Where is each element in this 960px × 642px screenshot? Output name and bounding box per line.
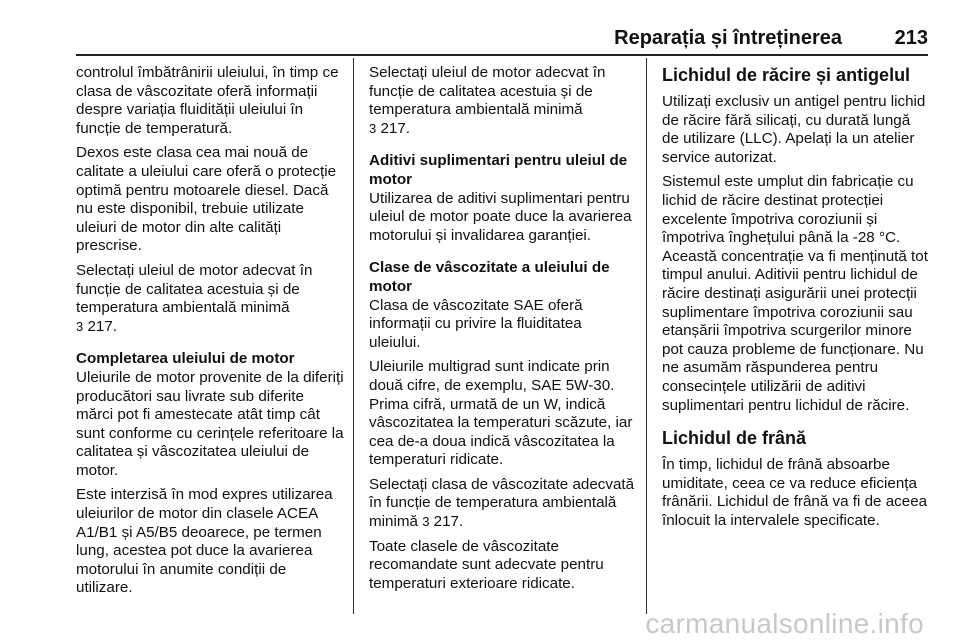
paragraph: Toate clasele de vâscozitate recomandate sunt adecvate pentru temperaturi exterioare ridicate. [369,537,604,592]
section-heading: Completarea uleiului de motor [76,350,295,368]
paragraph [369,476,637,532]
paragraph [369,64,637,138]
page-header [0,0,960,58]
page-reference[interactable]: 217. [380,119,411,137]
paragraph-text: Selectați uleiul de motor adecvat în funcție de calitatea acestuia și de temperatura ambientală minimă [76,261,313,317]
watermark: carmanualsonline.info [645,608,924,639]
header-divider [76,54,928,56]
page-reference-icon: 3 [76,318,84,334]
paragraph: Utilizarea de aditivi suplimentari pentru uleiul de motor poate duce la avarierea motorului și invalidarea garanției. [369,189,632,244]
column-divider-1 [353,58,354,614]
page-title: Reparația și întreținerea [614,27,842,49]
text-column-2 [369,64,637,599]
page-number: 213 [894,27,928,49]
text-column-3 [662,64,928,536]
section-heading: Aditivi suplimentari pentru uleiul de motor [369,152,628,188]
paragraph: Dexos este clasa cea mai nouă de calitate a uleiului care oferă o protecție optimă pentru motoarele diesel. Dacă nu este disponibil, trebuie utilizate uleiuri de motor din alte calități prescrise. [76,144,337,255]
paragraph: Clasa de vâscozitate SAE oferă informații cu privire la fluiditatea uleiului. [369,296,583,351]
paragraph: controlul îmbătrânirii uleiului, în timp ce clasa de vâscozitate oferă informații despre variația fluidității uleiului în funcție de temperatură. [76,64,339,137]
column-divider-2 [646,58,647,614]
paragraph-text: Selectați clasa de vâscozitate adecvată în funcție de temperatura ambientală minimă [369,475,635,531]
paragraph: Sistemul este umplut din fabricație cu lichid de răcire destinat protecției excelente împotriva coroziunii și împotriva înghețului până la -28 °C. Această concentrație va fi menținută tot timpul anului. Aditivii pentru lichidul de răcire destinați asigurării unei protecții suplimentare împotriva coroziunii sau etanșării împotriva scurgerilor minore pot cauza probleme de funcționare. Nu ne asumăm răspunderea pentru consecințele utilizării de aditivi suplimentari pentru lichidul de răcire. [662,173,928,414]
paragraph-text: Selectați uleiul de motor adecvat în funcție de calitatea acestuia și de temperatura ambientală minimă [369,64,606,119]
paragraph: Uleiurile multigrad sunt indicate prin două cifre, de exemplu, SAE 5W-30. Prima cifră, urmată de un W, indică vâscozitatea la temperaturi scăzute, iar cea de-a doua indică vâscozitatea la temperaturi ridicate. [369,358,633,469]
paragraph [76,262,344,336]
paragraph: În timp, lichidul de frână absoarbe umiditate, ceea ce va reduce eficiența frânării. Lichidul de frână va fi de aceea înlocuit la intervalele specificate. [662,456,928,529]
section-heading: Clase de vâscozitate a uleiului de motor [369,259,610,295]
paragraph: Este interzisă în mod expres utilizarea uleiurilor de motor din clasele ACEA A1/B1 și A5/B5 deoarece, pe termen lung, acestea pot duce la avarierea motorului în anumite condiții de utilizare. [76,486,333,597]
paragraph: Utilizați exclusiv un antigel pentru lichid de răcire fără silicați, cu durată lungă de utilizare (LLC). Apelați la un atelier service autorizat. [662,93,926,166]
page-reference[interactable]: 217. [433,513,464,531]
text-column-1 [76,64,344,604]
section-heading: Lichidul de frână [662,428,807,449]
page-reference-icon: 3 [422,514,430,530]
page-reference-icon: 3 [369,120,377,136]
paragraph: Uleiurile de motor provenite de la diferiți producători sau livrate sub diferite mărci pot fi amestecate atât timp cât sunt conforme cu cerințele referitoare la calitatea și vâscozitatea uleiului de motor. [76,368,344,479]
section-heading: Lichidul de răcire și antigelul [662,65,911,85]
page-reference[interactable]: 217. [87,317,118,335]
